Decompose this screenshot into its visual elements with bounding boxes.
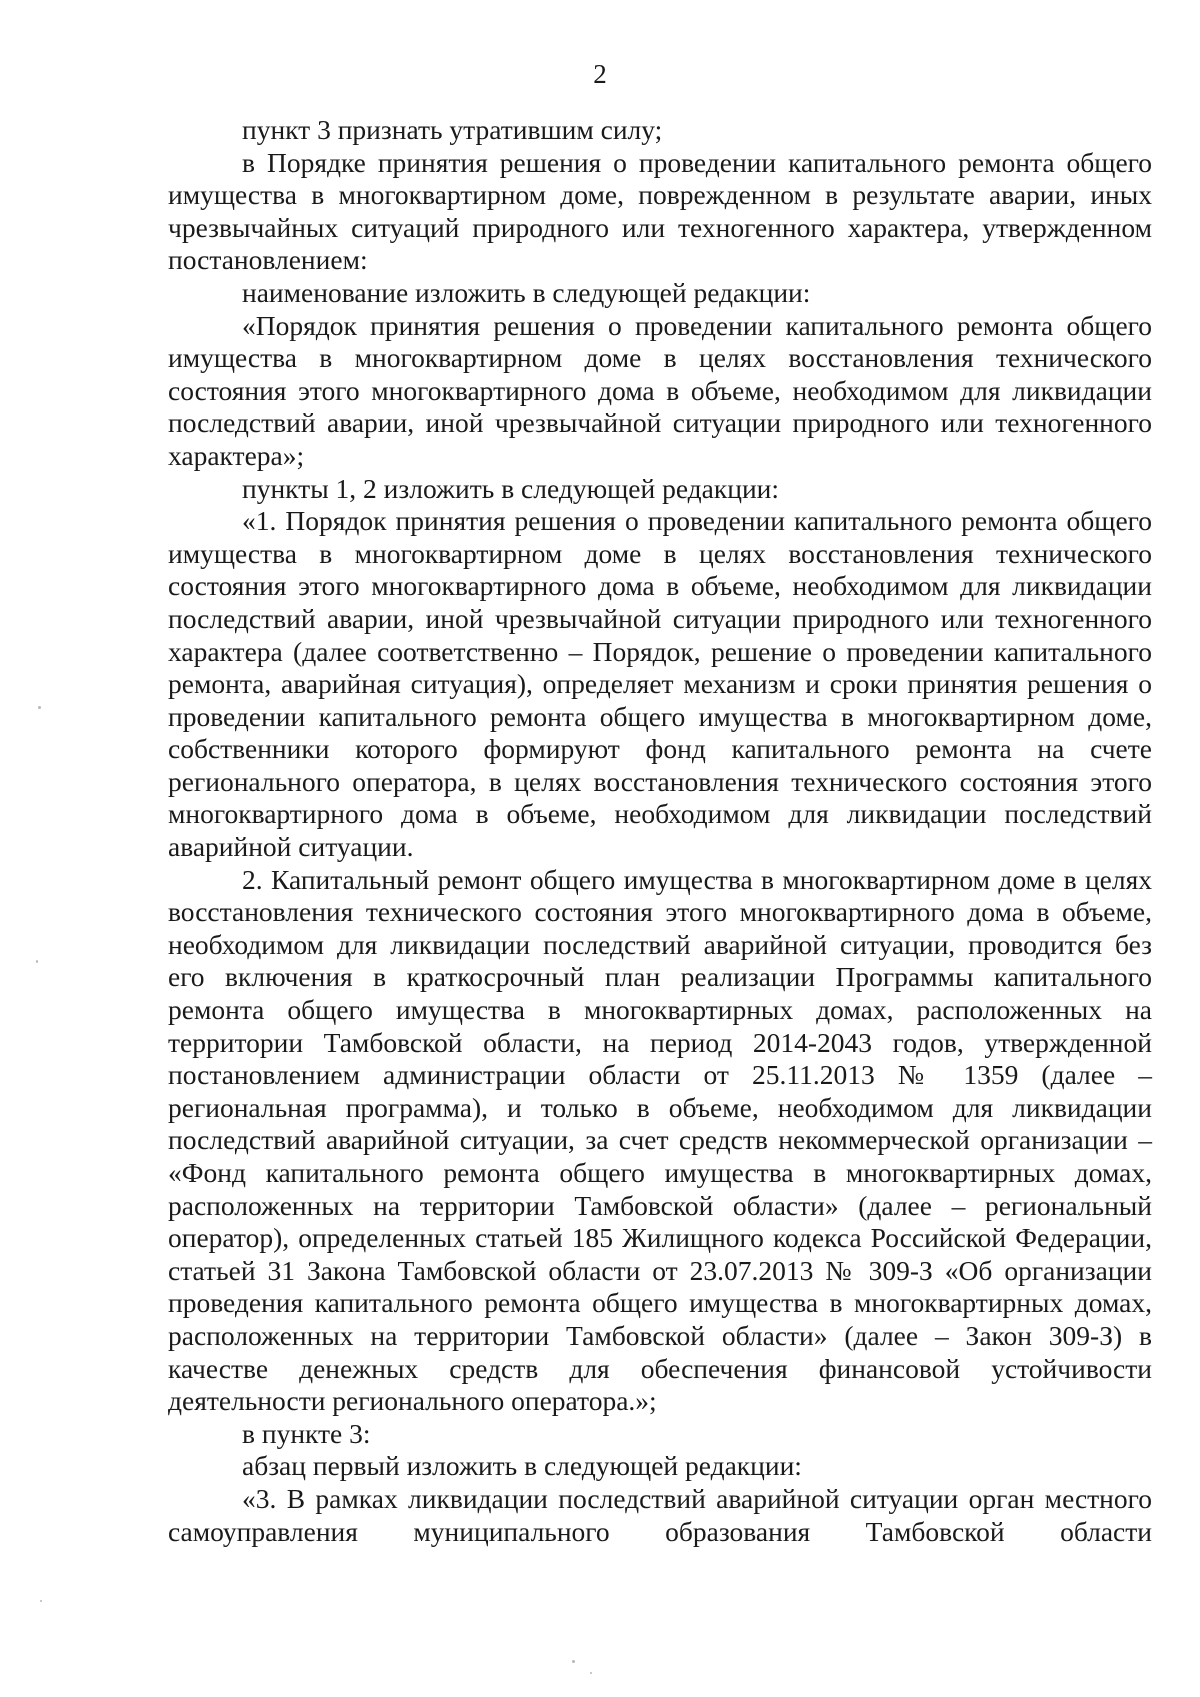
paragraph-items-1-2-new-wording: пункты 1, 2 изложить в следующей редакции: [242, 472, 780, 504]
paragraph-item-1: «1. Порядок принятия решения о проведении капитального ремонта общего имущества в многоквартирном доме в целях восстановления технического состояния этого многоквартирного дома в объеме, необходимом для ликвидации последствий аварии, иной чрезвычайной ситуации природного или техногенного характера (далее соответственно – Порядок, решение о проведении капитального ремонта, аварийная ситуация), определяет механизм и сроки принятия решения о проведении капитального ремонта общего имущества в многоквартирном доме, собственники которого формируют фонд капитального ремонта на счете регионального оператора, в целях восстановления технического состояния этого многоквартирного дома в объеме, необходимом для ликвидации последствий аварийной ситуации. [168, 505, 1152, 863]
paragraph-first-abzac: абзац первый изложить в следующей редакции: [242, 1450, 802, 1482]
paragraph-in-item-3: в пункте 3: [242, 1417, 371, 1449]
document-body [168, 114, 1152, 1548]
page-number: 2 [593, 59, 607, 89]
paragraph-title-new-wording: наименование изложить в следующей редакции: [242, 276, 811, 308]
paragraph-procedure-amendment: в Порядке принятия решения о проведении капитального ремонта общего имущества в многоквартирном доме, поврежденном в результате аварии, иных чрезвычайных ситуаций природного или техногенного характера, утвержденном постановлением: [168, 146, 1152, 276]
paragraph-new-title: «Порядок принятия решения о проведении капитального ремонта общего имущества в многоквартирном доме в целях восстановления технического состояния этого многоквартирного дома в объеме, необходимом для ликвидации последствий аварии, иной чрезвычайной ситуации природного или техногенного характера»; [168, 309, 1152, 471]
scan-speck [36, 960, 38, 963]
paragraph-item-3-start: «3. В рамках ликвидации последствий аварийной ситуации орган местного самоуправления муниципального образования Тамбовской области [168, 1482, 1152, 1547]
scan-speck [40, 1600, 42, 1602]
paragraph-item-2: 2. Капитальный ремонт общего имущества в многоквартирном доме в целях восстановления технического состояния этого многоквартирного дома в объеме, необходимом для ликвидации последствий аварийной ситуации, проводится без его включения в краткосрочный план реализации Программы капитального ремонта общего имущества в многоквартирных домах, расположенных на территории Тамбовской области, на период 2014-2043 годов, утвержденной постановлением администрации области от 25.11.2013 № 1359 (далее – региональная программа), и только в объеме, необходимом для ликвидации последствий аварийной ситуации, за счет средств некоммерческой организации – «Фонд капитального ремонта общего имущества в многоквартирных домах, расположенных на территории Тамбовской области» (далее – региональный оператор), определенных статьей 185 Жилищного кодекса Российской Федерации, статьей 31 Закона Тамбовской области от 23.07.2013 № 309-З «Об организации проведения капитального ремонта общего имущества в многоквартирных домах, расположенных на территории Тамбовской области» (далее – Закон 309-З) в качестве денежных средств для обеспечения финансовой устойчивости деятельности регионального оператора.»; [168, 863, 1152, 1417]
paragraph-repeal-item-3: пункт 3 признать утратившим силу; [242, 114, 663, 145]
scan-speck [590, 1672, 592, 1674]
scan-speck [38, 706, 41, 709]
scan-speck [572, 1660, 575, 1663]
